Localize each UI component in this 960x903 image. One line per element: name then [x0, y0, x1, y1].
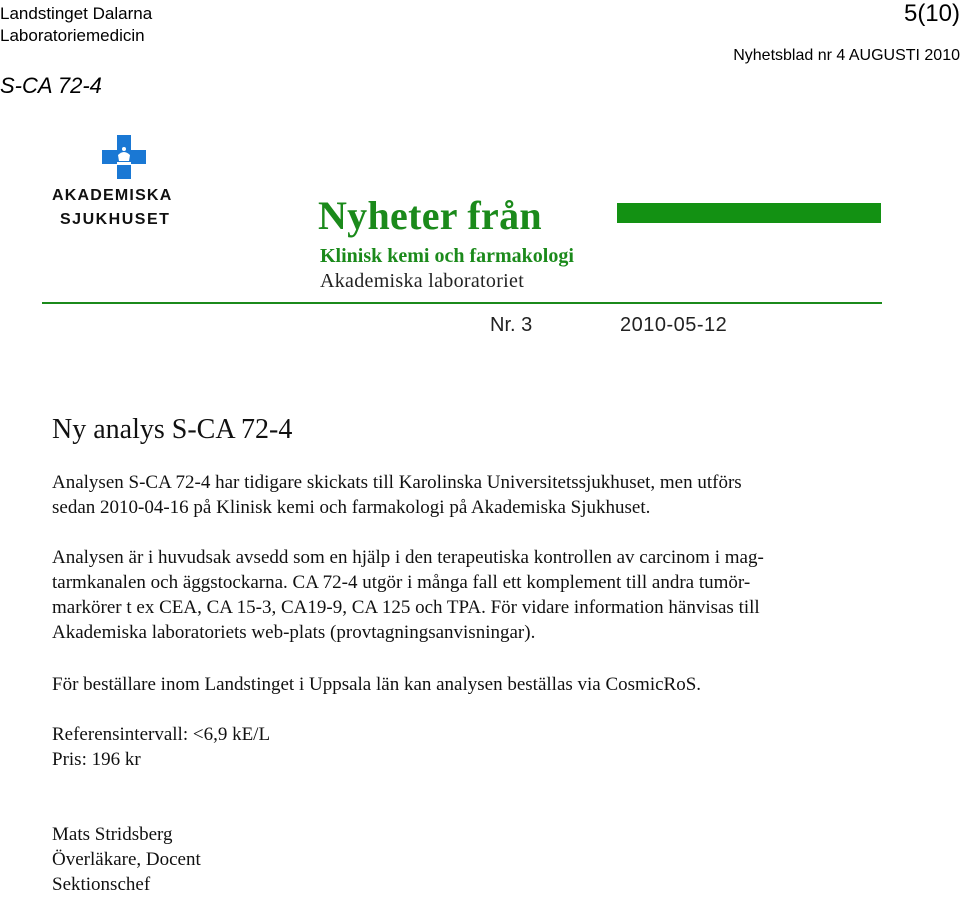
issue-number: Nr. 3 — [490, 314, 533, 336]
document-title: S-CA 72-4 — [0, 73, 102, 98]
signature-name: Mats Stridsberg — [52, 824, 173, 845]
reference-block — [52, 722, 882, 772]
news-banner-lab: Akademiska laboratoriet — [320, 270, 525, 292]
article-paragraph-1 — [52, 470, 882, 520]
paragraph-line: markörer t ex CEA, CA 15-3, CA19-9, CA 125 och TPA. För vidare information hänvisas till — [52, 597, 760, 618]
logo-text-line1: AKADEMISKA — [52, 187, 173, 204]
department-name: Laboratoriemedicin — [0, 26, 145, 45]
article-title: Ny analys S-CA 72-4 — [52, 414, 293, 445]
page-number: 5(10) — [903, 0, 960, 27]
issue-date: 2010-05-12 — [620, 314, 728, 336]
news-banner-subtitle: Klinisk kemi och farmakologi — [320, 245, 574, 267]
paragraph-line: tarmkanalen och äggstockarna. CA 72-4 utgör i många fall ett komplement till andra tumör- — [52, 572, 751, 593]
article-paragraph-3 — [52, 672, 882, 697]
news-banner-title: Nyheter från — [318, 193, 542, 238]
paragraph-line: Analysen är i huvudsak avsedd som en hjälp i den terapeutiska kontrollen av carcinom i mag- — [52, 547, 764, 568]
cross-emblem-icon — [102, 135, 146, 179]
reference-interval: Referensintervall: <6,9 kE/L — [52, 724, 271, 745]
paragraph-line: För beställare inom Landstinget i Uppsala län kan analysen beställas via CosmicRoS. — [52, 674, 702, 695]
signature-role: Sektionschef — [52, 874, 151, 895]
banner-accent-bar — [617, 203, 881, 223]
paragraph-line: sedan 2010-04-16 på Klinisk kemi och farmakologi på Akademiska Sjukhuset. — [52, 497, 651, 518]
paragraph-line: Analysen S-CA 72-4 har tidigare skickats till Karolinska Universitetssjukhuset, men utförs — [52, 472, 742, 493]
newsletter-issue: Nyhetsblad nr 4 AUGUSTI 2010 — [733, 47, 960, 64]
hospital-logo — [52, 135, 202, 235]
logo-text-line2: SJUKHUSET — [60, 211, 171, 228]
article-paragraph-2 — [52, 545, 882, 645]
signature-title: Överläkare, Docent — [52, 849, 201, 870]
price: Pris: 196 kr — [52, 749, 141, 770]
signature-block — [52, 822, 882, 897]
organization-name: Landstinget Dalarna — [0, 4, 153, 23]
paragraph-line: Akademiska laboratoriets web-plats (provtagningsanvisningar). — [52, 622, 536, 643]
banner-divider — [42, 302, 882, 304]
